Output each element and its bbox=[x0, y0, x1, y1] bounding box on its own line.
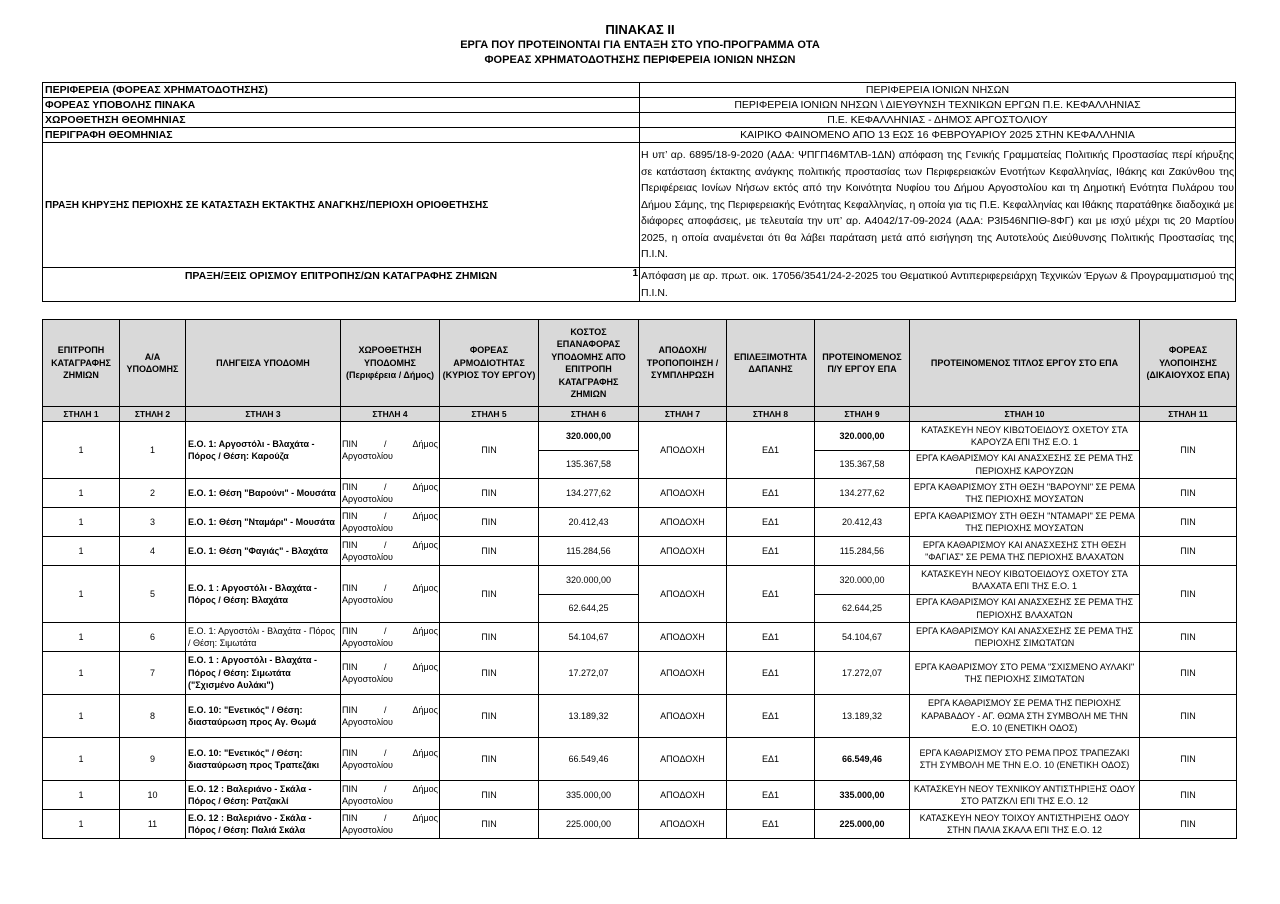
cell-location bbox=[341, 623, 440, 652]
cell-title: ΕΡΓΑ ΚΑΘΑΡΙΣΜΟΥ ΣΤΗ ΘΕΣΗ "ΒΑΡΟΥΝΙ" ΣΕ ΡΕΜΑ ΤΗΣ ΠΕΡΙΟΧΗΣ ΜΟΥΣΑΤΩΝ bbox=[910, 479, 1140, 508]
location-label: ΧΩΡΟΘΕΤΗΣΗ ΘΕΟΜΗΝΙΑΣ bbox=[43, 113, 640, 128]
cell-agency: ΠΙΝ bbox=[440, 781, 539, 810]
header-location: ΧΩΡΟΘΕΤΗΣΗ ΥΠΟΔΟΜΗΣ (Περιφέρεια / Δήμος) bbox=[341, 320, 440, 407]
cell-budget: 20.412,43 bbox=[815, 508, 910, 537]
cell-location bbox=[341, 781, 440, 810]
cell-eligibility: ΕΔ1 bbox=[727, 623, 815, 652]
cell-committee: 1 bbox=[43, 566, 120, 623]
cell-cost: 335.000,00 bbox=[539, 781, 639, 810]
cell-location bbox=[341, 695, 440, 738]
location-top: ΠΙΝ / Δήμος bbox=[342, 704, 438, 715]
cell-budget: 335.000,00 bbox=[815, 781, 910, 810]
location-bottom: Αργοστολίου bbox=[342, 494, 393, 504]
cell-implementer: ΠΙΝ bbox=[1140, 537, 1237, 566]
cell-eligibility: ΕΔ1 bbox=[727, 695, 815, 738]
cell-cost: 115.284,56 bbox=[539, 537, 639, 566]
location-bottom: Αργοστολίου bbox=[342, 638, 393, 648]
header-budget: ΠΡΟΤΕΙΝΟΜΕΝΟΣ Π/Υ ΕΡΓΟΥ ΕΠΑ bbox=[815, 320, 910, 407]
page-subtitle-funding: ΦΟΡΕΑΣ ΧΡΗΜΑΤΟΔΟΤΗΣΗΣ ΠΕΡΙΦΕΡΕΙΑ ΙΟΝΙΩΝ ΝΗΣΩΝ bbox=[484, 54, 796, 66]
column-number: ΣΤΗΛΗ 7 bbox=[639, 407, 727, 422]
cell-budget: 62.644,25 bbox=[815, 595, 910, 623]
cell-cost: 17.272,07 bbox=[539, 652, 639, 695]
funding-label: ΠΕΡΙΦΕΡΕΙΑ (ΦΟΡΕΑΣ ΧΡΗΜΑΤΟΔΟΤΗΣΗΣ) bbox=[43, 83, 640, 98]
cell-title: ΕΡΓΑ ΚΑΘΑΡΙΣΜΟΥ ΣΤΟ ΡΕΜΑ ΠΡΟΣ ΤΡΑΠΕΖΑΚΙ ΣΤΗ ΣΥΜΒΟΛΗ ΜΕ ΤΗΝ Ε.Ο. 10 (ΕΝΕΤΙΚΗ ΟΔΟΣ) bbox=[910, 738, 1140, 781]
cell-location bbox=[341, 652, 440, 695]
cell-aa: 6 bbox=[120, 623, 186, 652]
location-bottom: Αργοστολίου bbox=[342, 674, 393, 684]
cell-committee: 1 bbox=[43, 738, 120, 781]
header-implementer: ΦΟΡΕΑΣ ΥΛΟΠΟΙΗΣΗΣ (ΔΙΚΑΙΟΥΧΟΣ ΕΠΑ) bbox=[1140, 320, 1237, 407]
header-eligibility: ΕΠΙΛΕΞΙΜΟΤΗΤΑ ΔΑΠΑΝΗΣ bbox=[727, 320, 815, 407]
cell-acceptance: ΑΠΟΔΟΧΗ bbox=[639, 810, 727, 839]
cell-aa: 5 bbox=[120, 566, 186, 623]
cell-cost: 225.000,00 bbox=[539, 810, 639, 839]
table-row bbox=[43, 695, 1237, 738]
cell-title: ΕΡΓΑ ΚΑΘΑΡΙΣΜΟΥ ΚΑΙ ΑΝΑΣΧΕΣΗΣ ΣΕ ΡΕΜΑ ΤΗΣ ΠΕΡΙΟΧΗΣ ΣΙΜΩΤΑΤΩΝ bbox=[910, 623, 1140, 652]
table-row bbox=[43, 623, 1237, 652]
cell-acceptance: ΑΠΟΔΟΧΗ bbox=[639, 566, 727, 623]
cell-acceptance: ΑΠΟΔΟΧΗ bbox=[639, 738, 727, 781]
cell-implementer: ΠΙΝ bbox=[1140, 566, 1237, 623]
cell-aa: 2 bbox=[120, 479, 186, 508]
cell-cost: 62.644,25 bbox=[539, 595, 639, 623]
cell-implementer: ΠΙΝ bbox=[1140, 738, 1237, 781]
cell-budget: 54.104,67 bbox=[815, 623, 910, 652]
cell-budget: 135.367,58 bbox=[815, 451, 910, 479]
cell-location bbox=[341, 566, 440, 623]
cell-budget: 225.000,00 bbox=[815, 810, 910, 839]
cell-agency: ΠΙΝ bbox=[440, 508, 539, 537]
cell-agency: ΠΙΝ bbox=[440, 422, 539, 479]
cell-committee: 1 bbox=[43, 695, 120, 738]
cell-acceptance: ΑΠΟΔΟΧΗ bbox=[639, 652, 727, 695]
cell-title: ΚΑΤΑΣΚΕΥΗ ΝΕΟΥ ΚΙΒΩΤΟΕΙΔΟΥΣ ΟΧΕΤΟΥ ΣΤΑ ΚΑΡΟΥΖΑ ΕΠΙ ΤΗΣ Ε.Ο. 1 bbox=[910, 422, 1140, 451]
column-number: ΣΤΗΛΗ 9 bbox=[815, 407, 910, 422]
cell-infrastructure: Ε.Ο. 12 : Βαλεριάνο - Σκάλα - Πόρος / Θέση: Ρατζακλί bbox=[186, 781, 341, 810]
header-row bbox=[43, 320, 1237, 407]
cell-agency: ΠΙΝ bbox=[440, 695, 539, 738]
cell-committee: 1 bbox=[43, 652, 120, 695]
cell-acceptance: ΑΠΟΔΟΧΗ bbox=[639, 695, 727, 738]
column-number: ΣΤΗΛΗ 10 bbox=[910, 407, 1140, 422]
cell-committee: 1 bbox=[43, 810, 120, 839]
cell-title: ΚΑΤΑΣΚΕΥΗ ΝΕΟΥ ΤΟΙΧΟΥ ΑΝΤΙΣΤΗΡΙΞΗΣ ΟΔΟΥ ΣΤΗΝ ΠΑΛΙΑ ΣΚΑΛΑ ΕΠΙ ΤΗΣ Ε.Ο. 12 bbox=[910, 810, 1140, 839]
cell-eligibility: ΕΔ1 bbox=[727, 479, 815, 508]
header-title: ΠΡΟΤΕΙΝΟΜΕΝΟΣ ΤΙΤΛΟΣ ΕΡΓΟΥ ΣΤΟ ΕΠΑ bbox=[910, 320, 1140, 407]
cell-committee: 1 bbox=[43, 623, 120, 652]
column-number: ΣΤΗΛΗ 4 bbox=[341, 407, 440, 422]
cell-implementer: ΠΙΝ bbox=[1140, 652, 1237, 695]
cell-eligibility: ΕΔ1 bbox=[727, 810, 815, 839]
cell-acceptance: ΑΠΟΔΟΧΗ bbox=[639, 422, 727, 479]
cell-cost: 134.277,62 bbox=[539, 479, 639, 508]
cell-implementer: ΠΙΝ bbox=[1140, 422, 1237, 479]
cell-committee: 1 bbox=[43, 537, 120, 566]
cell-title: ΕΡΓΑ ΚΑΘΑΡΙΣΜΟΥ ΚΑΙ ΑΝΑΣΧΕΣΗΣ ΣΕ ΡΕΜΑ ΤΗΣ ΠΕΡΙΟΧΗΣ ΚΑΡΟΥΖΩΝ bbox=[910, 451, 1140, 479]
cell-infrastructure: Ε.Ο. 1 : Αργοστόλι - Βλαχάτα - Πόρος / Θέση: Σιμωτάτα ("Σχισμένο Αυλάκι") bbox=[186, 652, 341, 695]
cell-title: ΕΡΓΑ ΚΑΘΑΡΙΣΜΟΥ ΣΤΟ ΡΕΜΑ "ΣΧΙΣΜΕΝΟ ΑΥΛΑΚΙ" ΤΗΣ ΠΕΡΙΟΧΗΣ ΣΙΜΩΤΑΤΩΝ bbox=[910, 652, 1140, 695]
cell-eligibility: ΕΔ1 bbox=[727, 781, 815, 810]
location-top: ΠΙΝ / Δήμος bbox=[342, 812, 438, 823]
funding-value: ΠΕΡΙΦΕΡΕΙΑ ΙΟΝΙΩΝ ΝΗΣΩΝ bbox=[640, 83, 1236, 98]
cell-implementer: ΠΙΝ bbox=[1140, 508, 1237, 537]
location-top: ΠΙΝ / Δήμος bbox=[342, 510, 438, 521]
cell-aa: 1 bbox=[120, 422, 186, 479]
cell-committee: 1 bbox=[43, 781, 120, 810]
cell-eligibility: ΕΔ1 bbox=[727, 566, 815, 623]
location-bottom: Αργοστολίου bbox=[342, 595, 393, 605]
cell-budget: 13.189,32 bbox=[815, 695, 910, 738]
cell-infrastructure: Ε.Ο. 12 : Βαλεριάνο - Σκάλα - Πόρος / Θέση: Παλιά Σκάλα bbox=[186, 810, 341, 839]
cell-title: ΕΡΓΑ ΚΑΘΑΡΙΣΜΟΥ ΣΕ ΡΕΜΑ ΤΗΣ ΠΕΡΙΟΧΗΣ ΚΑΡΑΒΑΔΟΥ - ΑΓ. ΘΩΜΑ ΣΤΗ ΣΥΜΒΟΛΗ ΜΕ ΤΗΝ Ε.Ο. 10 (ΕΝΕΤΙΚΗ ΟΔΟΣ) bbox=[910, 695, 1140, 738]
committee-label-cell bbox=[43, 268, 640, 302]
cell-acceptance: ΑΠΟΔΟΧΗ bbox=[639, 508, 727, 537]
cell-budget: 134.277,62 bbox=[815, 479, 910, 508]
cell-location bbox=[341, 738, 440, 781]
cell-implementer: ΠΙΝ bbox=[1140, 781, 1237, 810]
column-number: ΣΤΗΛΗ 3 bbox=[186, 407, 341, 422]
location-top: ΠΙΝ / Δήμος bbox=[342, 481, 438, 492]
location-top: ΠΙΝ / Δήμος bbox=[342, 438, 438, 449]
cell-budget: 66.549,46 bbox=[815, 738, 910, 781]
cell-agency: ΠΙΝ bbox=[440, 738, 539, 781]
cell-budget: 320.000,00 bbox=[815, 422, 910, 451]
cell-committee: 1 bbox=[43, 422, 120, 479]
location-bottom: Αργοστολίου bbox=[342, 796, 393, 806]
cell-title: ΚΑΤΑΣΚΕΥΗ ΝΕΟΥ ΤΕΧΝΙΚΟΥ ΑΝΤΙΣΤΗΡΙΞΗΣ ΟΔΟΥ ΣΤΟ ΡΑΤΖΚΛΙ ΕΠΙ ΤΗΣ Ε.Ο. 12 bbox=[910, 781, 1140, 810]
committee-number: 1 bbox=[632, 268, 638, 279]
location-top: ΠΙΝ / Δήμος bbox=[342, 539, 438, 550]
cell-location bbox=[341, 810, 440, 839]
location-value: Π.Ε. ΚΕΦΑΛΛΗΝΙΑΣ - ΔΗΜΟΣ ΑΡΓΟΣΤΟΛΙΟΥ bbox=[640, 113, 1236, 128]
location-bottom: Αργοστολίου bbox=[342, 552, 393, 562]
header-cost: ΚΟΣΤΟΣ ΕΠΑΝΑΦΟΡΑΣ ΥΠΟΔΟΜΗΣ ΑΠΌ ΕΠΙΤΡΟΠΗ ΚΑΤΑΓΡΑΦΗΣ ΖΗΜΙΩΝ bbox=[539, 320, 639, 407]
cell-eligibility: ΕΔ1 bbox=[727, 738, 815, 781]
cell-acceptance: ΑΠΟΔΟΧΗ bbox=[639, 479, 727, 508]
header-infrastructure: ΠΛΗΓΕΙΣΑ ΥΠΟΔΟΜΗ bbox=[186, 320, 341, 407]
cell-title: ΕΡΓΑ ΚΑΘΑΡΙΣΜΟΥ ΣΤΗ ΘΕΣΗ "ΝΤΑΜΑΡΙ" ΣΕ ΡΕΜΑ ΤΗΣ ΠΕΡΙΟΧΗΣ ΜΟΥΣΑΤΩΝ bbox=[910, 508, 1140, 537]
table-row bbox=[43, 479, 1237, 508]
cell-infrastructure: Ε.Ο. 10: "Ενετικός" / Θέση: διασταύρωση προς Τραπεζάκι bbox=[186, 738, 341, 781]
column-number: ΣΤΗΛΗ 11 bbox=[1140, 407, 1237, 422]
cell-acceptance: ΑΠΟΔΟΧΗ bbox=[639, 537, 727, 566]
location-bottom: Αργοστολίου bbox=[342, 451, 393, 461]
cell-eligibility: ΕΔ1 bbox=[727, 422, 815, 479]
cell-cost: 320.000,00 bbox=[539, 422, 639, 451]
cell-cost: 20.412,43 bbox=[539, 508, 639, 537]
column-number: ΣΤΗΛΗ 1 bbox=[43, 407, 120, 422]
table-row bbox=[43, 537, 1237, 566]
cell-location bbox=[341, 508, 440, 537]
cell-infrastructure: Ε.Ο. 10: "Ενετικός" / Θέση: διασταύρωση προς Αγ. Θωμά bbox=[186, 695, 341, 738]
header-aa: Α/Α ΥΠΟΔΟΜΗΣ bbox=[120, 320, 186, 407]
cell-aa: 11 bbox=[120, 810, 186, 839]
cell-infrastructure: Ε.Ο. 1: Αργοστόλι - Βλαχάτα - Πόρος / Θέση: Σιμωτάτα bbox=[186, 623, 341, 652]
cell-committee: 1 bbox=[43, 479, 120, 508]
description-label: ΠΕΡΙΓΡΑΦΗ ΘΕΟΜΗΝΙΑΣ bbox=[43, 128, 640, 143]
cell-infrastructure: Ε.Ο. 1: Θέση "Νταμάρι" - Μουσάτα bbox=[186, 508, 341, 537]
header-agency: ΦΟΡΕΑΣ ΑΡΜΟΔΙΟΤΗΤΑΣ (ΚΥΡΙΟΣ ΤΟΥ ΕΡΓΟΥ) bbox=[440, 320, 539, 407]
location-top: ΠΙΝ / Δήμος bbox=[342, 661, 438, 672]
column-number: ΣΤΗΛΗ 6 bbox=[539, 407, 639, 422]
cell-location bbox=[341, 422, 440, 479]
committee-value: Απόφαση με αρ. πρωτ. οικ. 17056/3541/24-2-2025 του Θεματικού Αντιπεριφερειάρχη Τεχνικών Έργων & Προγραμματισμού της Π.Ι.Ν. bbox=[640, 268, 1236, 302]
cell-cost: 135.367,58 bbox=[539, 451, 639, 479]
table-row bbox=[43, 652, 1237, 695]
table-row bbox=[43, 422, 1237, 451]
cell-title: ΕΡΓΑ ΚΑΘΑΡΙΣΜΟΥ ΚΑΙ ΑΝΑΣΧΕΣΗΣ ΣΤΗ ΘΕΣΗ "ΦΑΓΙΑΣ" ΣΕ ΡΕΜΑ ΤΗΣ ΠΕΡΙΟΧΗΣ ΒΛΑΧΑΤΩΝ bbox=[910, 537, 1140, 566]
location-top: ΠΙΝ / Δήμος bbox=[342, 783, 438, 794]
cell-budget: 320.000,00 bbox=[815, 566, 910, 595]
header-acceptance: ΑΠΟΔΟΧΗ/ ΤΡΟΠΟΠΟΙΗΣΗ / ΣΥΜΠΛΗΡΩΣΗ bbox=[639, 320, 727, 407]
column-number: ΣΤΗΛΗ 8 bbox=[727, 407, 815, 422]
cell-agency: ΠΙΝ bbox=[440, 566, 539, 623]
cell-aa: 8 bbox=[120, 695, 186, 738]
emergency-value: Η υπ’ αρ. 6895/18-9-2020 (ΑΔΑ: ΨΠΓΠ46ΜΤΛΒ-1ΔΝ) απόφαση της Γενικής Γραμματείας Πολιτικής Προστασίας περί κήρυξης σε κατάσταση έκτακτης ανάγκης πολιτικής προστασίας των Περιφερειακών Ενοτήτων Κεφαλληνίας, Ιθάκης και Ζακύνθου της Περιφέρειας Ιονίων Νήσων εκτός από την Κοινότητα Νυφίου του Δήμου Αργοστολίου και τη Δημοτική Ενότητα Πυλάρου του Δήμου Σάμης, της Περιφερειακής Ενότητας Κεφαλληνίας, η οποία για τις Π.Ε. Κεφαλληνίας και Ιθάκης παρατάθηκε διαδοχικά με διάφορες αποφάσεις, με τελευταία την υπ’ αρ. Α4042/17-09-2024 (ΑΔΑ: Ρ3Ι546ΝΠΙΘ-8ΦΓ) και με ισχύ μέχρι τις 20 Μαρτίου 2025, η οποία αναμένεται ότι θα λάβει παράταση μετά από εισήγηση της Αυτοτελούς Διεύθυνσης Πολιτικής Προστασίας της Π.Ι.Ν. bbox=[640, 143, 1236, 268]
table-row bbox=[43, 810, 1237, 839]
cell-infrastructure: Ε.Ο. 1 : Αργοστόλι - Βλαχάτα - Πόρος / Θέση: Βλαχάτα bbox=[186, 566, 341, 623]
cell-budget: 115.284,56 bbox=[815, 537, 910, 566]
cell-aa: 3 bbox=[120, 508, 186, 537]
cell-implementer: ΠΙΝ bbox=[1140, 810, 1237, 839]
cell-agency: ΠΙΝ bbox=[440, 479, 539, 508]
cell-aa: 10 bbox=[120, 781, 186, 810]
committee-label: ΠΡΑΞΗ/ΞΕΙΣ ΟΡΙΣΜΟΥ ΕΠΙΤΡΟΠΗΣ/ΩΝ ΚΑΤΑΓΡΑΦΗΣ ΖΗΜΙΩΝ bbox=[184, 270, 498, 282]
column-number: ΣΤΗΛΗ 2 bbox=[120, 407, 186, 422]
cell-cost: 66.549,46 bbox=[539, 738, 639, 781]
cell-committee: 1 bbox=[43, 508, 120, 537]
location-top: ΠΙΝ / Δήμος bbox=[342, 625, 438, 636]
cell-location bbox=[341, 537, 440, 566]
cell-title: ΕΡΓΑ ΚΑΘΑΡΙΣΜΟΥ ΚΑΙ ΑΝΑΣΧΕΣΗΣ ΣΕ ΡΕΜΑ ΤΗΣ ΠΕΡΙΟΧΗΣ ΒΛΑΧΑΤΩΝ bbox=[910, 595, 1140, 623]
table-row bbox=[43, 566, 1237, 595]
cell-eligibility: ΕΔ1 bbox=[727, 537, 815, 566]
cell-infrastructure: Ε.Ο. 1: Θέση "Φαγιάς" - Βλαχάτα bbox=[186, 537, 341, 566]
table-row bbox=[43, 508, 1237, 537]
description-value: ΚΑΙΡΙΚΟ ΦΑΙΝΟΜΕΝΟ ΑΠΟ 13 ΕΩΣ 16 ΦΕΒΡΟΥΑΡΙΟΥ 2025 ΣΤΗΝ ΚΕΦΑΛΛΗΝΙΑ bbox=[640, 128, 1236, 143]
cell-implementer: ΠΙΝ bbox=[1140, 695, 1237, 738]
cell-acceptance: ΑΠΟΔΟΧΗ bbox=[639, 623, 727, 652]
cell-agency: ΠΙΝ bbox=[440, 623, 539, 652]
cell-implementer: ΠΙΝ bbox=[1140, 623, 1237, 652]
page-title: ΠΙΝΑΚΑΣ ΙΙ bbox=[605, 22, 675, 37]
cell-location bbox=[341, 479, 440, 508]
location-top: ΠΙΝ / Δήμος bbox=[342, 582, 438, 593]
cell-eligibility: ΕΔ1 bbox=[727, 508, 815, 537]
submitter-label: ΦΟΡΕΑΣ ΥΠΟΒΟΛΗΣ ΠΙΝΑΚΑ bbox=[43, 98, 640, 113]
cell-cost: 320.000,00 bbox=[539, 566, 639, 595]
projects-table bbox=[42, 319, 1237, 839]
cell-acceptance: ΑΠΟΔΟΧΗ bbox=[639, 781, 727, 810]
location-bottom: Αργοστολίου bbox=[342, 825, 393, 835]
location-bottom: Αργοστολίου bbox=[342, 717, 393, 727]
page-subtitle: ΕΡΓΑ ΠΟΥ ΠΡΟΤΕΙΝΟΝΤΑΙ ΓΙΑ ΕΝΤΑΞΗ ΣΤΟ ΥΠΟ-ΠΡΟΓΡΑΜΜΑ ΟΤΑ bbox=[460, 39, 820, 51]
location-bottom: Αργοστολίου bbox=[342, 523, 393, 533]
emergency-label: ΠΡΑΞΗ ΚΗΡΥΞΗΣ ΠΕΡΙΟΧΗΣ ΣΕ ΚΑΤΑΣΤΑΣΗ ΕΚΤΑΚΤΗΣ ΑΝΑΓΚΗΣ/ΠΕΡΙΟΧΗ ΟΡΙΟΘΕΤΗΣΗΣ bbox=[43, 143, 640, 268]
info-table bbox=[42, 82, 1236, 302]
cell-cost: 13.189,32 bbox=[539, 695, 639, 738]
table-row bbox=[43, 738, 1237, 781]
cell-agency: ΠΙΝ bbox=[440, 810, 539, 839]
location-bottom: Αργοστολίου bbox=[342, 760, 393, 770]
cell-eligibility: ΕΔ1 bbox=[727, 652, 815, 695]
cell-budget: 17.272,07 bbox=[815, 652, 910, 695]
column-number-row bbox=[43, 407, 1237, 422]
column-number: ΣΤΗΛΗ 5 bbox=[440, 407, 539, 422]
cell-agency: ΠΙΝ bbox=[440, 652, 539, 695]
cell-agency: ΠΙΝ bbox=[440, 537, 539, 566]
cell-cost: 54.104,67 bbox=[539, 623, 639, 652]
submitter-value: ΠΕΡΙΦΕΡΕΙΑ ΙΟΝΙΩΝ ΝΗΣΩΝ \ ΔΙΕΥΘΥΝΣΗ ΤΕΧΝΙΚΩΝ ΕΡΓΩΝ Π.Ε. ΚΕΦΑΛΛΗΝΙΑΣ bbox=[640, 98, 1236, 113]
cell-infrastructure: Ε.Ο. 1: Αργοστόλι - Βλαχάτα - Πόρος / Θέση: Καρούζα bbox=[186, 422, 341, 479]
cell-aa: 4 bbox=[120, 537, 186, 566]
cell-title: ΚΑΤΑΣΚΕΥΗ ΝΕΟΥ ΚΙΒΩΤΟΕΙΔΟΥΣ ΟΧΕΤΟΥ ΣΤΑ ΒΛΑΧΑΤΑ ΕΠΙ ΤΗΣ Ε.Ο. 1 bbox=[910, 566, 1140, 595]
cell-implementer: ΠΙΝ bbox=[1140, 479, 1237, 508]
location-top: ΠΙΝ / Δήμος bbox=[342, 747, 438, 758]
cell-aa: 7 bbox=[120, 652, 186, 695]
cell-infrastructure: Ε.Ο. 1: Θέση "Βαρούνι" - Μουσάτα bbox=[186, 479, 341, 508]
cell-aa: 9 bbox=[120, 738, 186, 781]
header-committee: ΕΠΙΤΡΟΠΗ ΚΑΤΑΓΡΑΦΗΣ ΖΗΜΙΩΝ bbox=[43, 320, 120, 407]
table-row bbox=[43, 781, 1237, 810]
